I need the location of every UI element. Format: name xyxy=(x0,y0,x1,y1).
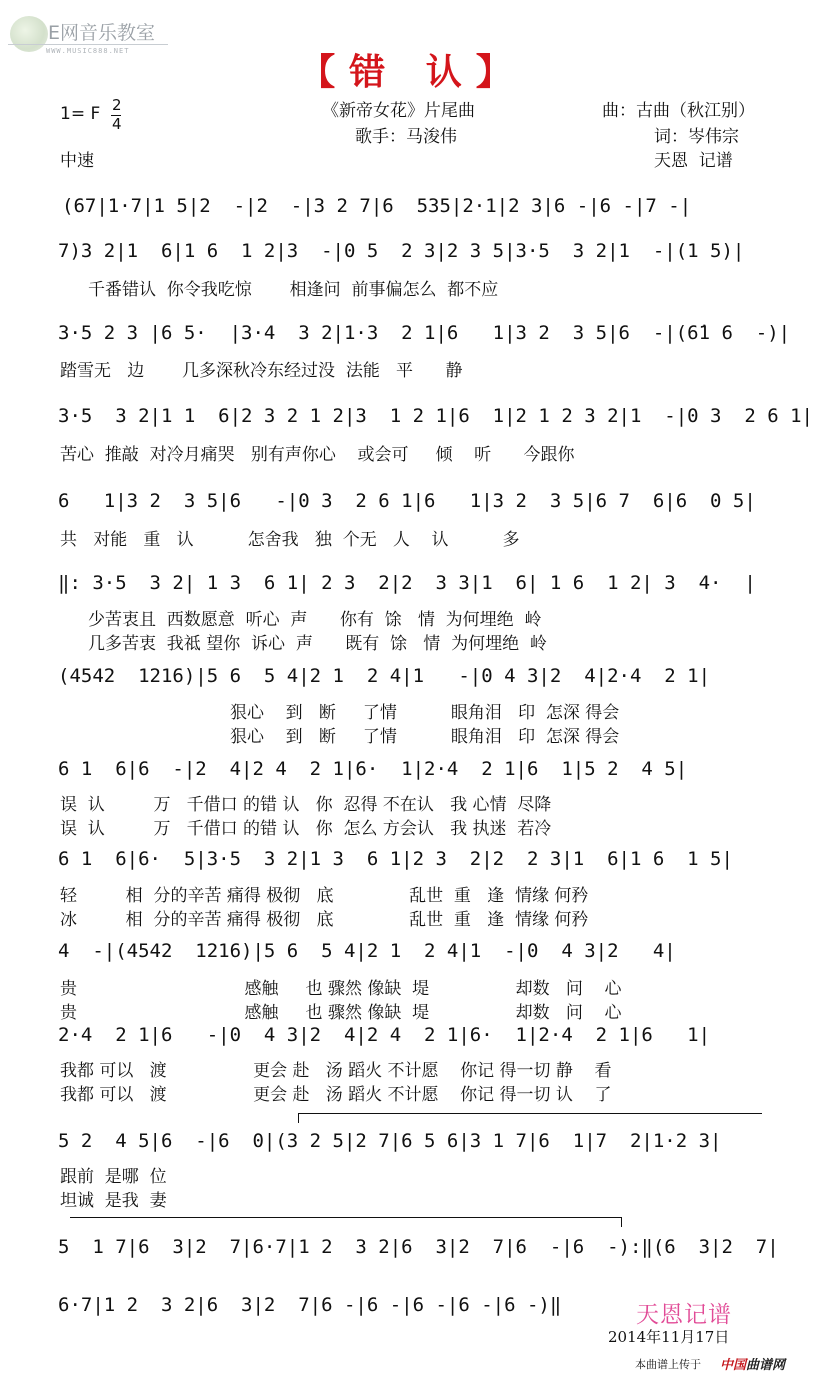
transcriber: 天恩 记谱 xyxy=(654,151,733,171)
time-signature-bottom: 4 xyxy=(112,115,122,133)
score-line-1-music: (67|1·7|1 5|2 -|2 -|3 2 7|6 535|2·1|2 3|6 -|6 -|7 -| xyxy=(62,195,692,217)
upload-site-name-b: 曲谱网 xyxy=(746,1358,786,1373)
first-ending-bracket xyxy=(298,1113,762,1114)
score-line-4-music: 3·5 3 2|1 1 6|2 3 2 1 2|3 1 2 1|6 1|2 1 2 3 2|1 -|0 3 2 6 1| xyxy=(58,405,813,427)
score-line-12-lyrics-verse-2: 坦诚 是我 妻 xyxy=(60,1191,167,1211)
score-line-10-lyrics-verse-2: 贵 感触 也 骤然 像缺 堤 却数 问 心 xyxy=(60,1003,622,1023)
upload-site-logo xyxy=(720,1354,785,1373)
upload-notice: 本曲谱上传于 xyxy=(635,1358,701,1371)
tempo-marking: 中速 xyxy=(60,151,94,171)
score-line-5-lyrics: 共 对能 重 认 怎舍我 独 个无 人 认 多 xyxy=(60,530,520,550)
score-line-3-lyrics: 踏雪无 边 几多深秋冷东经过没 法能 平 静 xyxy=(60,361,463,381)
score-line-13-music: 5 1 7|6 3|2 7|6·7|1 2 3 2|6 3|2 7|6 -|6 -):‖(6 3|2 7| xyxy=(58,1236,779,1258)
score-line-8-lyrics-verse-1: 误 认 万 千借口 的错 认 你 忍得 不在认 我 心情 尽降 xyxy=(60,795,552,815)
transcription-date: 2014年11月17日 xyxy=(608,1328,730,1346)
singer: 歌手：马浚伟 xyxy=(355,127,457,147)
score-line-6-lyrics-verse-1: 少苦衷且 西数愿意 听心 声 你有 馀 情 为何埋绝 岭 xyxy=(88,610,542,630)
score-line-11-lyrics-verse-2: 我都 可以 渡 更会 赴 汤 蹈火 不计愿 你记 得一切 认 了 xyxy=(60,1085,612,1105)
site-url: WWW.MUSIC888.NET xyxy=(46,47,130,55)
score-line-10-music: 4 -|(4542 1216)|5 6 5 4|2 1 2 4|1 -|0 4 3|2 4| xyxy=(58,940,676,962)
score-line-8-music: 6 1 6|6 -|2 4|2 4 2 1|6· 1|2·4 2 1|6 1|5 2 4 5| xyxy=(58,758,688,780)
time-signature-top: 2 xyxy=(112,96,122,114)
score-line-6-music: ‖: 3·5 3 2| 1 3 6 1| 2 3 2|2 3 3|1 6| 1 6 1 2| 3 4· | xyxy=(58,572,756,594)
score-line-2-lyrics: 千番错认 你令我吃惊 相逢问 前事偏怎么 都不应 xyxy=(88,280,499,300)
upload-site-name-a: 中国 xyxy=(720,1358,747,1373)
score-line-7-lyrics-verse-1: 狠心 到 断 了情 眼角泪 印 怎深 得会 xyxy=(230,703,620,723)
score-line-11-music: 2·4 2 1|6 -|0 4 3|2 4|2 4 2 1|6· 1|2·4 2 1|6 1| xyxy=(58,1024,711,1046)
composer: 曲：古曲（秋江别） xyxy=(602,101,755,121)
score-line-8-lyrics-verse-2: 误 认 万 千借口 的错 认 你 怎么 方会认 我 执迷 若冷 xyxy=(60,819,552,839)
score-line-14-music: 6·7|1 2 3 2|6 3|2 7|6 -|6 -|6 -|6 -|6 -)‖ xyxy=(58,1294,562,1316)
transcriber-stamp: 天恩记谱 xyxy=(636,1302,732,1328)
score-line-3-music: 3·5 2 3 |6 5· |3·4 3 2|1·3 2 1|6 1|3 2 3 5|6 -|(6̇1 6 -)| xyxy=(58,322,791,344)
ending-bracket-right xyxy=(621,1217,622,1227)
score-line-9-lyrics-verse-2: 冰 相 分的辛苦 痛得 极彻 底 乱世 重 逢 情缘 何矜 xyxy=(60,910,589,930)
song-source: 《新帝女花》片尾曲 xyxy=(322,101,475,121)
key-signature: 1= F xyxy=(60,104,101,124)
score-line-2-music: 7)3 2|1 6|1 6 1 2|3 -|0 5 2 3|2 3 5|3·5 3 2|1 -|(1 5)| xyxy=(58,240,745,262)
score-line-7-lyrics-verse-2: 狠心 到 断 了情 眼角泪 印 怎深 得会 xyxy=(230,727,620,747)
first-ending-bracket-left xyxy=(298,1113,299,1123)
score-line-6-lyrics-verse-2: 几多苦衷 我祗 望你 诉心 声 既有 馀 情 为何埋绝 岭 xyxy=(88,634,547,654)
score-line-12-music: 5 2 4 5|6 -|6 0|(3 2 5|2 7|6 5 6|3 1 7|6 1|7 2|1·2 3| xyxy=(58,1130,722,1152)
lyricist: 词：岑伟宗 xyxy=(654,127,739,147)
score-line-5-music: 6 1|3 2 3 5|6 -|0 3 2 6 1|6 1|3 2 3 5|6 7 6|6 0 5| xyxy=(58,490,756,512)
song-title: 【错 认】 xyxy=(299,52,526,93)
score-line-11-lyrics-verse-1: 我都 可以 渡 更会 赴 汤 蹈火 不计愿 你记 得一切 静 看 xyxy=(60,1061,612,1081)
score-line-12-lyrics-verse-1: 跟前 是哪 位 xyxy=(60,1167,167,1187)
score-line-9-music: 6 1 6|6· 5|3·5 3 2|1 3 6 1|2 3 2|2 2 3|1 6|1 6 1 5| xyxy=(58,848,733,870)
site-name: E网音乐教室 xyxy=(48,22,156,44)
score-line-7-music: (4542 1216)|5 6 5 4|2 1 2 4|1 -|0 4 3|2 4|2·4 2 1| xyxy=(58,665,711,687)
score-line-9-lyrics-verse-1: 轻 相 分的辛苦 痛得 极彻 底 乱世 重 逢 情缘 何矜 xyxy=(60,886,589,906)
score-line-10-lyrics-verse-1: 贵 感触 也 骤然 像缺 堤 却数 问 心 xyxy=(60,979,622,999)
score-line-4-lyrics: 苦心 推敲 对冷月痛哭 别有声你心 或会可 倾 听 今跟你 xyxy=(60,445,575,465)
ending-bracket xyxy=(70,1217,622,1218)
